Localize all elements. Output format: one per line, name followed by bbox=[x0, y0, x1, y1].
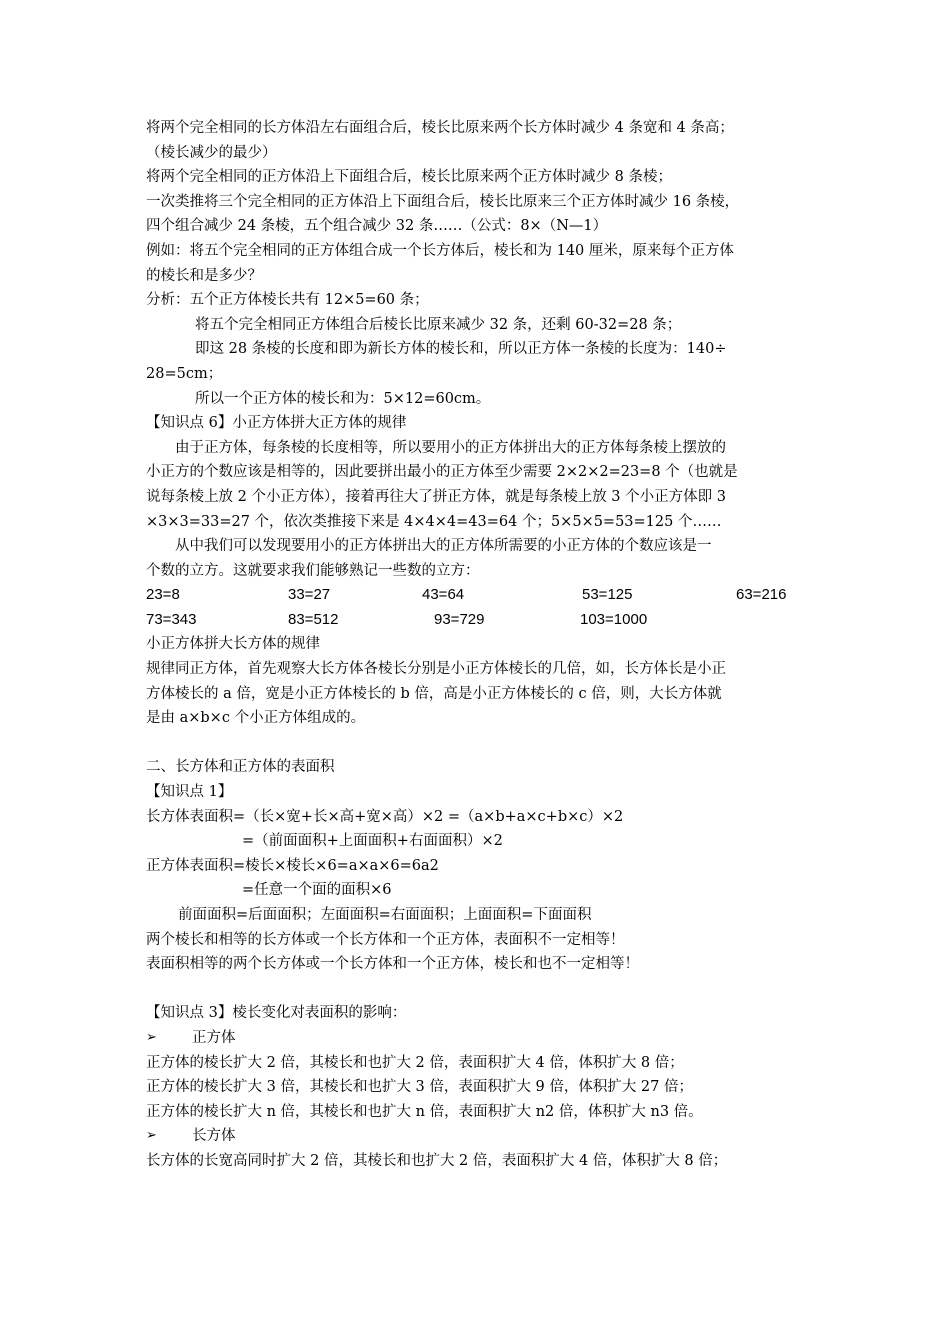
cubes-row bbox=[146, 583, 806, 608]
text-line: 规律同正方体，首先观察大长方体各棱长分别是小正方体棱长的几倍，如，长方体长是小正 bbox=[146, 661, 726, 678]
section-heading: 【知识点 3】棱长变化对表面积的影响： bbox=[146, 1005, 407, 1022]
text-line: 前面面积=后面面积；左面面积=右面面积；上面面积=下面面积 bbox=[178, 907, 592, 923]
cube-value: 73=343 bbox=[146, 610, 197, 628]
cubes-row bbox=[146, 608, 806, 633]
cube-value: 63=216 bbox=[736, 586, 787, 604]
text-line: ×3×3=33=27 个，依次类推接下来是 4×4×4=43=64 个；5×5×5=53=125 个…… bbox=[146, 513, 722, 530]
formula-line: =（前面面积+上面面积+右面面积）×2 bbox=[242, 833, 503, 850]
cube-value: 83=512 bbox=[288, 610, 339, 628]
section-heading: 二、长方体和正方体的表面积 bbox=[146, 759, 335, 776]
text-line: 一次类推将三个完全相同的正方体沿上下面组合后，棱长比原来三个正方体时减少 16 条棱， bbox=[146, 193, 740, 210]
text-line: 是由 a×b×c 个小正方体组成的。 bbox=[146, 710, 366, 727]
text-line: 正方体的棱长扩大 2 倍，其棱长和也扩大 2 倍，表面积扩大 4 倍，体积扩大 8 倍； bbox=[146, 1054, 684, 1071]
blank-line bbox=[146, 731, 806, 756]
cube-value: 23=8 bbox=[146, 586, 180, 604]
text-line: 即这 28 条棱的长度和即为新长方体的棱长和，所以正方体一条棱的长度为：140÷ bbox=[195, 341, 727, 358]
text-line: 所以一个正方体的棱长和为：5×12=60cm。 bbox=[195, 390, 491, 407]
section-heading: 【知识点 1】 bbox=[146, 784, 233, 801]
text-line: 例如：将五个完全相同的正方体组合成一个长方体后，棱长和为 140 厘米，原来每个正方体 bbox=[146, 242, 734, 259]
text-line: 从中我们可以发现要用小的正方体拼出大的正方体所需要的小正方体的个数应该是一 bbox=[175, 538, 712, 555]
bullet-label: 正方体 bbox=[192, 1029, 236, 1046]
text-line: 表面积相等的两个长方体或一个长方体和一个正方体，棱长和也不一定相等！ bbox=[146, 956, 639, 973]
bullet-label: 长方体 bbox=[192, 1128, 236, 1145]
bullet-item bbox=[146, 1124, 806, 1149]
formula-line: 正方体表面积=棱长×棱长×6=a×a×6=6a2 bbox=[146, 857, 439, 874]
cube-value: 53=125 bbox=[582, 586, 633, 604]
arrow-bullet-icon: ➢ bbox=[146, 1029, 157, 1045]
text-line: （棱长减少的最少） bbox=[146, 144, 277, 161]
formula-line: 长方体表面积=（长×宽+长×高+宽×高）×2 =（a×b+a×c+b×c）×2 bbox=[146, 808, 624, 825]
arrow-bullet-icon: ➢ bbox=[146, 1128, 157, 1144]
text-line: 说每条棱上放 2 个小正方体），接着再往大了拼正方体，就是每条棱上放 3 个小正方体即 3 bbox=[146, 488, 726, 505]
section-heading: 小正方体拼大长方体的规律 bbox=[146, 636, 320, 653]
text-line: 将五个完全相同正方体组合后棱长比原来减少 32 条，还剩 60-32=28 条； bbox=[195, 316, 682, 333]
text-line: 两个棱长和相等的长方体或一个长方体和一个正方体，表面积不一定相等！ bbox=[146, 931, 625, 948]
text-line: 由于正方体，每条棱的长度相等，所以要用小的正方体拼出大的正方体每条棱上摆放的 bbox=[175, 439, 726, 456]
text-line: 分析：五个正方体棱长共有 12×5=60 条； bbox=[146, 292, 429, 309]
text-line: 的棱长和是多少？ bbox=[146, 267, 262, 284]
text-line: 正方体的棱长扩大 3 倍，其棱长和也扩大 3 倍，表面积扩大 9 倍，体积扩大 27 倍； bbox=[146, 1079, 693, 1096]
cube-value: 33=27 bbox=[288, 586, 331, 604]
formula-line: =任意一个面的面积×6 bbox=[242, 882, 392, 899]
cube-value: 103=1000 bbox=[580, 610, 648, 628]
text-line: 个数的立方。这就要求我们能够熟记一些数的立方： bbox=[146, 562, 480, 579]
blank-line bbox=[146, 977, 806, 1002]
text-line: 方体棱长的 a 倍，宽是小正方体棱长的 b 倍，高是小正方体棱长的 c 倍，则，大长方体就 bbox=[146, 685, 722, 702]
bullet-item bbox=[146, 1026, 806, 1051]
text-line: 28=5cm； bbox=[146, 365, 223, 382]
text-line: 小正方的个数应该是相等的，因此要拼出最小的正方体至少需要 2×2×2=23=8 个（也就是 bbox=[146, 464, 738, 481]
text-line: 正方体的棱长扩大 n 倍，其棱长和也扩大 n 倍，表面积扩大 n2 倍，体积扩大 n3 倍。 bbox=[146, 1103, 703, 1120]
cube-value: 93=729 bbox=[434, 610, 485, 628]
text-line: 四个组合减少 24 条棱，五个组合减少 32 条……（公式：8×（N—1） bbox=[146, 218, 608, 235]
section-heading: 【知识点 6】小正方体拼大正方体的规律 bbox=[146, 415, 407, 432]
text-line: 将两个完全相同的长方体沿左右面组合后，棱长比原来两个长方体时减少 4 条宽和 4 条高； bbox=[146, 120, 734, 136]
document-body bbox=[146, 116, 806, 1174]
text-line: 长方体的长宽高同时扩大 2 倍，其棱长和也扩大 2 倍，表面积扩大 4 倍，体积扩大 8 倍； bbox=[146, 1152, 728, 1169]
cube-value: 43=64 bbox=[422, 586, 465, 604]
text-line: 将两个完全相同的正方体沿上下面组合后，棱长比原来两个正方体时减少 8 条棱； bbox=[146, 169, 672, 186]
